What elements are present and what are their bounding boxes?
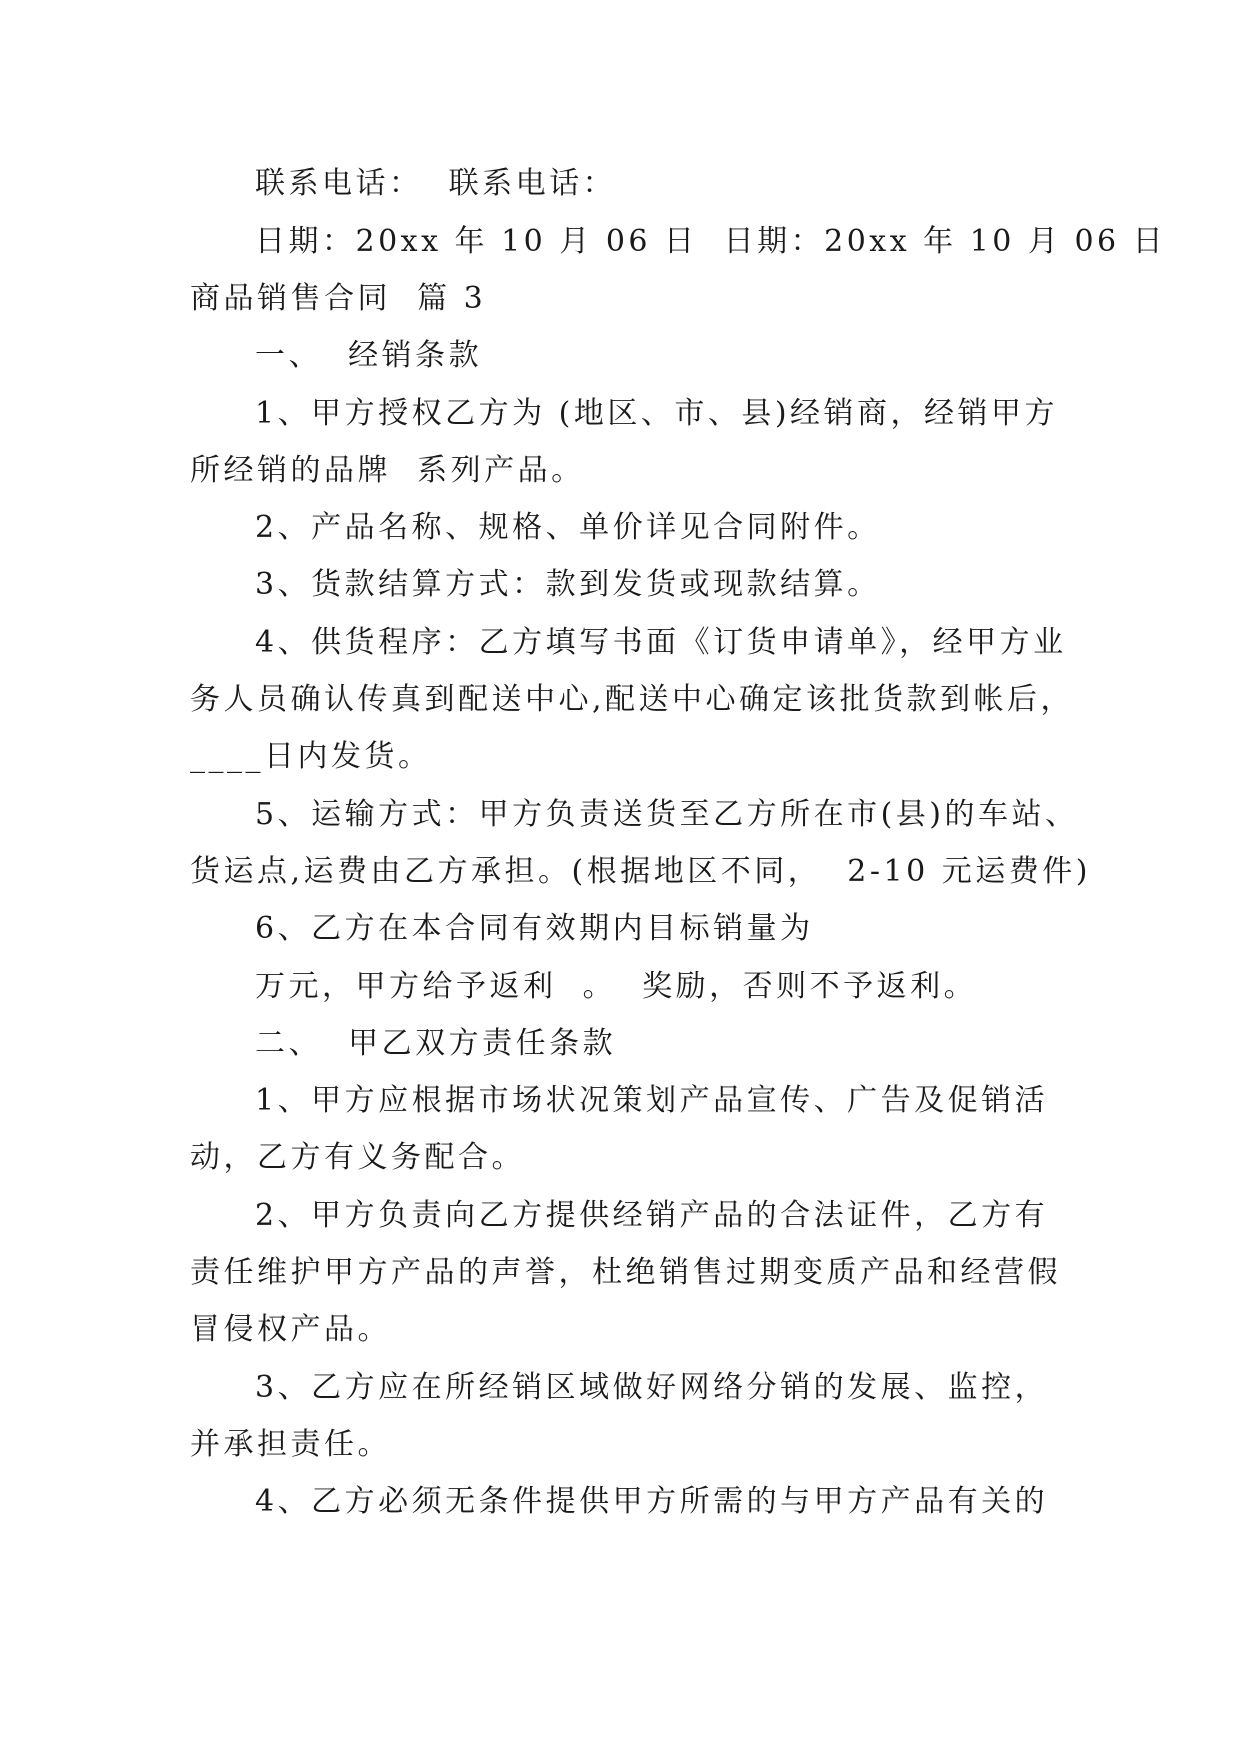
paragraph-line: 4、供货程序：乙方填写书面《订货申请单》，经甲方业 xyxy=(255,625,1067,660)
paragraph-line: 1、甲方应根据市场状况策划产品宣传、广告及促销活 xyxy=(255,1083,1049,1118)
paragraph-line: 责任维护甲方产品的声誉，杜绝销售过期变质产品和经营假 xyxy=(190,1255,1061,1290)
paragraph-line: 2、产品名称、规格、单价详见合同附件。 xyxy=(255,510,881,545)
section-heading-2: 二、 甲乙双方责任条款 xyxy=(255,1026,617,1061)
paragraph-line: 务人员确认传真到配送中心,配送中心确定该批货款到帐后， xyxy=(190,682,1075,717)
section-heading-1: 一、 经销条款 xyxy=(255,338,483,373)
paragraph-line: 3、货款结算方式：款到发货或现款结算。 xyxy=(255,567,881,602)
paragraph-line: 动，乙方有义务配合。 xyxy=(190,1140,525,1175)
paragraph-line: 5、运输方式：甲方负责送货至乙方所在市(县)的车站、 xyxy=(255,797,1079,832)
paragraph-line: ____日内发货。 xyxy=(190,739,432,774)
paragraph-line: 货运点,运费由乙方承担。(根据地区不同， 2-10 元运费件) xyxy=(190,854,1091,889)
paragraph-line: 所经销的品牌 系列产品。 xyxy=(190,453,585,488)
contact-phone-line: 联系电话： 联系电话： xyxy=(255,166,617,201)
paragraph-line: 6、乙方在本合同有效期内目标销量为 xyxy=(255,911,814,946)
paragraph-line: 并承担责任。 xyxy=(190,1427,391,1462)
paragraph-line: 3、乙方应在所经销区域做好网络分销的发展、监控， xyxy=(255,1370,1049,1405)
paragraph-line: 冒侵权产品。 xyxy=(190,1312,391,1347)
paragraph-line: 1、甲方授权乙方为 (地区、市、县)经销商，经销甲方 xyxy=(255,396,1059,431)
paragraph-line: 万元，甲方给予返利 。 奖励，否则不予返利。 xyxy=(255,969,978,1004)
paragraph-line: 4、乙方必须无条件提供甲方所需的与甲方产品有关的 xyxy=(255,1484,1049,1519)
paragraph-line: 2、甲方负责向乙方提供经销产品的合法证件，乙方有 xyxy=(255,1198,1049,1233)
contract-title: 商品销售合同 篇 3 xyxy=(190,281,487,316)
date-line: 日期：20xx 年 10 月 06 日 日期：20xx 年 10 月 06 日 xyxy=(255,224,1167,259)
